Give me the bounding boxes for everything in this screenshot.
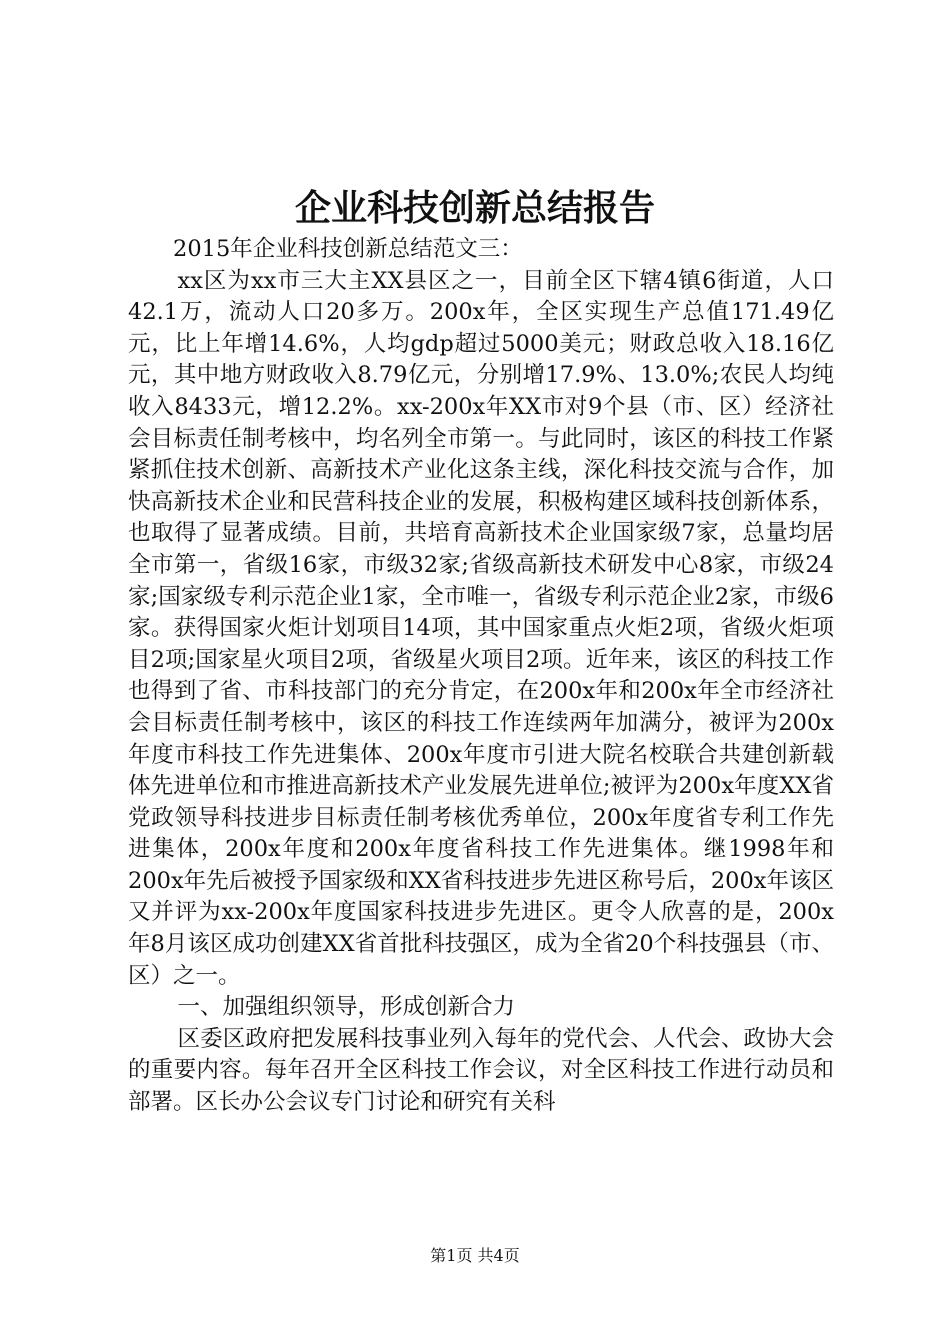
page-title: 企业科技创新总结报告 — [294, 187, 655, 229]
document-body — [128, 234, 834, 1119]
page-footer: 第1页 共4页 — [430, 1246, 520, 1265]
body-paragraph-2: 区委区政府把发展科技事业列入每年的党代会、人代会、政协大会的重要内容。每年召开全区科技工作会议，对全区科技工作进行动员和部署。区长办公会议专门讨论和研究有关科 — [128, 1025, 834, 1116]
body-paragraph-1: xx区为xx市三大主XX县区之一，目前全区下辖4镇6街道，人口42.1万，流动人口20多万。200x年，全区实现生产总值171.49亿元，比上年增14.6%，人均gdp超过5000美元；财政总收入18.16亿元，其中地方财政收入8.79亿元，分别增17.9%、13.0%;农民人均纯收入8433元，增12.2%。xx-200x年XX市对9个县（市、区）经济社会目标责任制考核中，均名列全市第一。与此同时，该区的科技工作紧紧抓住技术创新、高新技术产业化这条主线，深化科技交流与合作，加快高新技术企业和民营科技企业的发展，积极构建区域科技创新体系，也取得了显著成绩。目前，共培育高新技术企业国家级7家，总量均居全市第一，省级16家，市级32家;省级高新技术研发中心8家，市级24家;国家级专利示范企业1家，全市唯一，省级专利示范企业2家，市级6家。获得国家火炬计划项目14项，其中国家重点火炬2项，省级火炬项目2项;国家星火项目2项，省级星火项目2项。近年来，该区的科技工作也得到了省、市科技部门的充分肯定，在200x年和200x年全市经济社会目标责任制考核中，该区的科技工作连续两年加满分，被评为200x年度市科技工作先进集体、200x年度市引进大院名校联合共建创新载体先进单位和市推进高新技术产业发展先进单位;被评为200x年度XX省党政领导科技进步目标责任制考核优秀单位，200x年度省专利工作先进集体，200x年度和200x年度省科技工作先进集体。继1998年和200x年先后被授予国家级和XX省科技进步先进区称号后，200x年该区又并评为xx-200x年度国家科技进步先进区。更令人欣喜的是，200x年8月该区成功创建XX省首批科技强区，成为全省20个科技强县（市、区）之一。 — [128, 267, 834, 989]
section-heading-1: 一、加强组织领导，形成创新合力 — [177, 994, 516, 1021]
intro-line: 2015年企业科技创新总结范文三： — [173, 236, 523, 262]
